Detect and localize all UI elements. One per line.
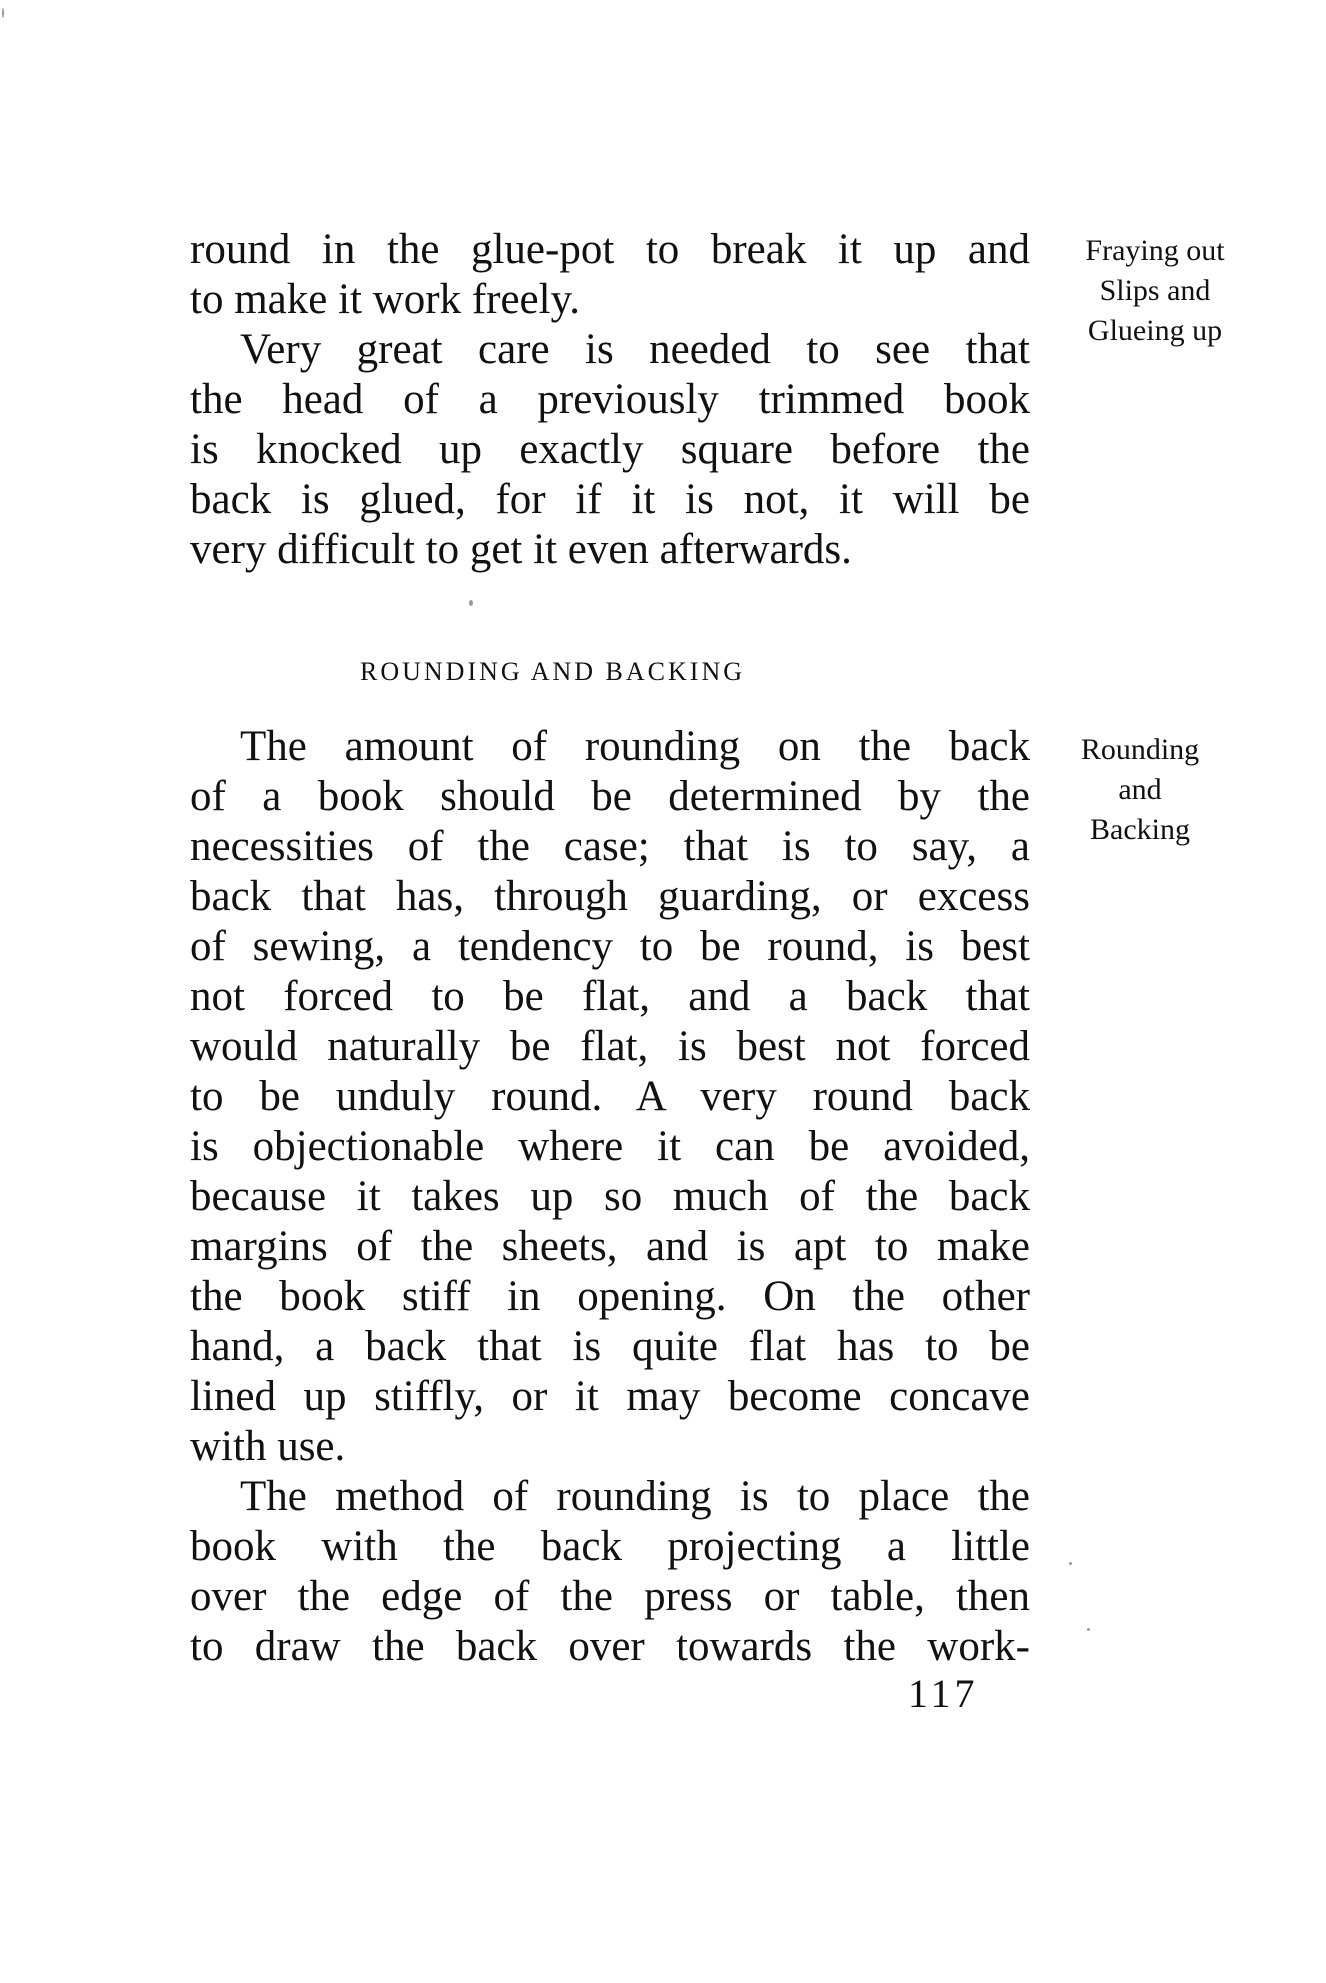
body-text-line: not forced to be flat, and a back that bbox=[190, 973, 1030, 1020]
page-number: 117 bbox=[908, 1671, 979, 1716]
body-text-line: The amount of rounding on the back bbox=[240, 723, 1030, 770]
body-text-line: margins of the sheets, and is apt to make bbox=[190, 1223, 1030, 1270]
margin-note bbox=[1040, 231, 1270, 351]
section-heading: ROUNDING AND BACKING bbox=[360, 657, 745, 686]
body-text-line: of a book should be determined by the bbox=[190, 773, 1030, 820]
body-text-line: book with the back projecting a little bbox=[190, 1523, 1030, 1570]
body-text-line: necessities of the case; that is to say, a bbox=[190, 823, 1030, 870]
body-text-line: is knocked up exactly square before the bbox=[190, 426, 1030, 473]
body-text-line: to draw the back over towards the work- bbox=[190, 1623, 1030, 1670]
body-text-line: of sewing, a tendency to be round, is best bbox=[190, 923, 1030, 970]
margin-note bbox=[1040, 730, 1240, 850]
body-text-line: The method of rounding is to place the bbox=[240, 1473, 1030, 1520]
body-text-line: the book stiff in opening. On the other bbox=[190, 1273, 1030, 1320]
body-text-line: because it takes up so much of the back bbox=[190, 1173, 1030, 1220]
body-text-line: with use. bbox=[190, 1423, 346, 1470]
body-text-line: round in the glue-pot to break it up and bbox=[190, 226, 1030, 273]
body-text-line: over the edge of the press or table, then bbox=[190, 1573, 1030, 1620]
scan-speck bbox=[1087, 1628, 1090, 1631]
scan-speck bbox=[2, 8, 4, 18]
body-text-line: back that has, through guarding, or excess bbox=[190, 873, 1030, 920]
margin-note-line: Backing bbox=[1090, 813, 1190, 846]
body-text-line: Very great care is needed to see that bbox=[240, 326, 1030, 373]
body-text-line: very difficult to get it even afterwards. bbox=[190, 526, 852, 573]
margin-note-line: Glueing up bbox=[1087, 314, 1223, 347]
body-text-line: would naturally be flat, is best not forced bbox=[190, 1023, 1030, 1070]
margin-note-line: and bbox=[1118, 773, 1162, 806]
margin-note-line: Fraying out bbox=[1085, 234, 1225, 267]
scan-speck bbox=[1069, 1562, 1072, 1565]
body-text-line: back is glued, for if it is not, it will be bbox=[190, 476, 1030, 523]
body-text-line: the head of a previously trimmed book bbox=[190, 376, 1030, 423]
margin-note-line: Slips and bbox=[1099, 274, 1211, 307]
body-text-line: lined up stiffly, or it may become concave bbox=[190, 1373, 1030, 1420]
margin-note-line: Rounding bbox=[1080, 733, 1200, 766]
body-text-line: to make it work freely. bbox=[190, 276, 581, 323]
scan-speck bbox=[469, 600, 473, 606]
body-text-line: hand, a back that is quite flat has to be bbox=[190, 1323, 1030, 1370]
body-text-line: is objectionable where it can be avoided, bbox=[190, 1123, 1030, 1170]
body-text-line: to be unduly round. A very round back bbox=[190, 1073, 1030, 1120]
